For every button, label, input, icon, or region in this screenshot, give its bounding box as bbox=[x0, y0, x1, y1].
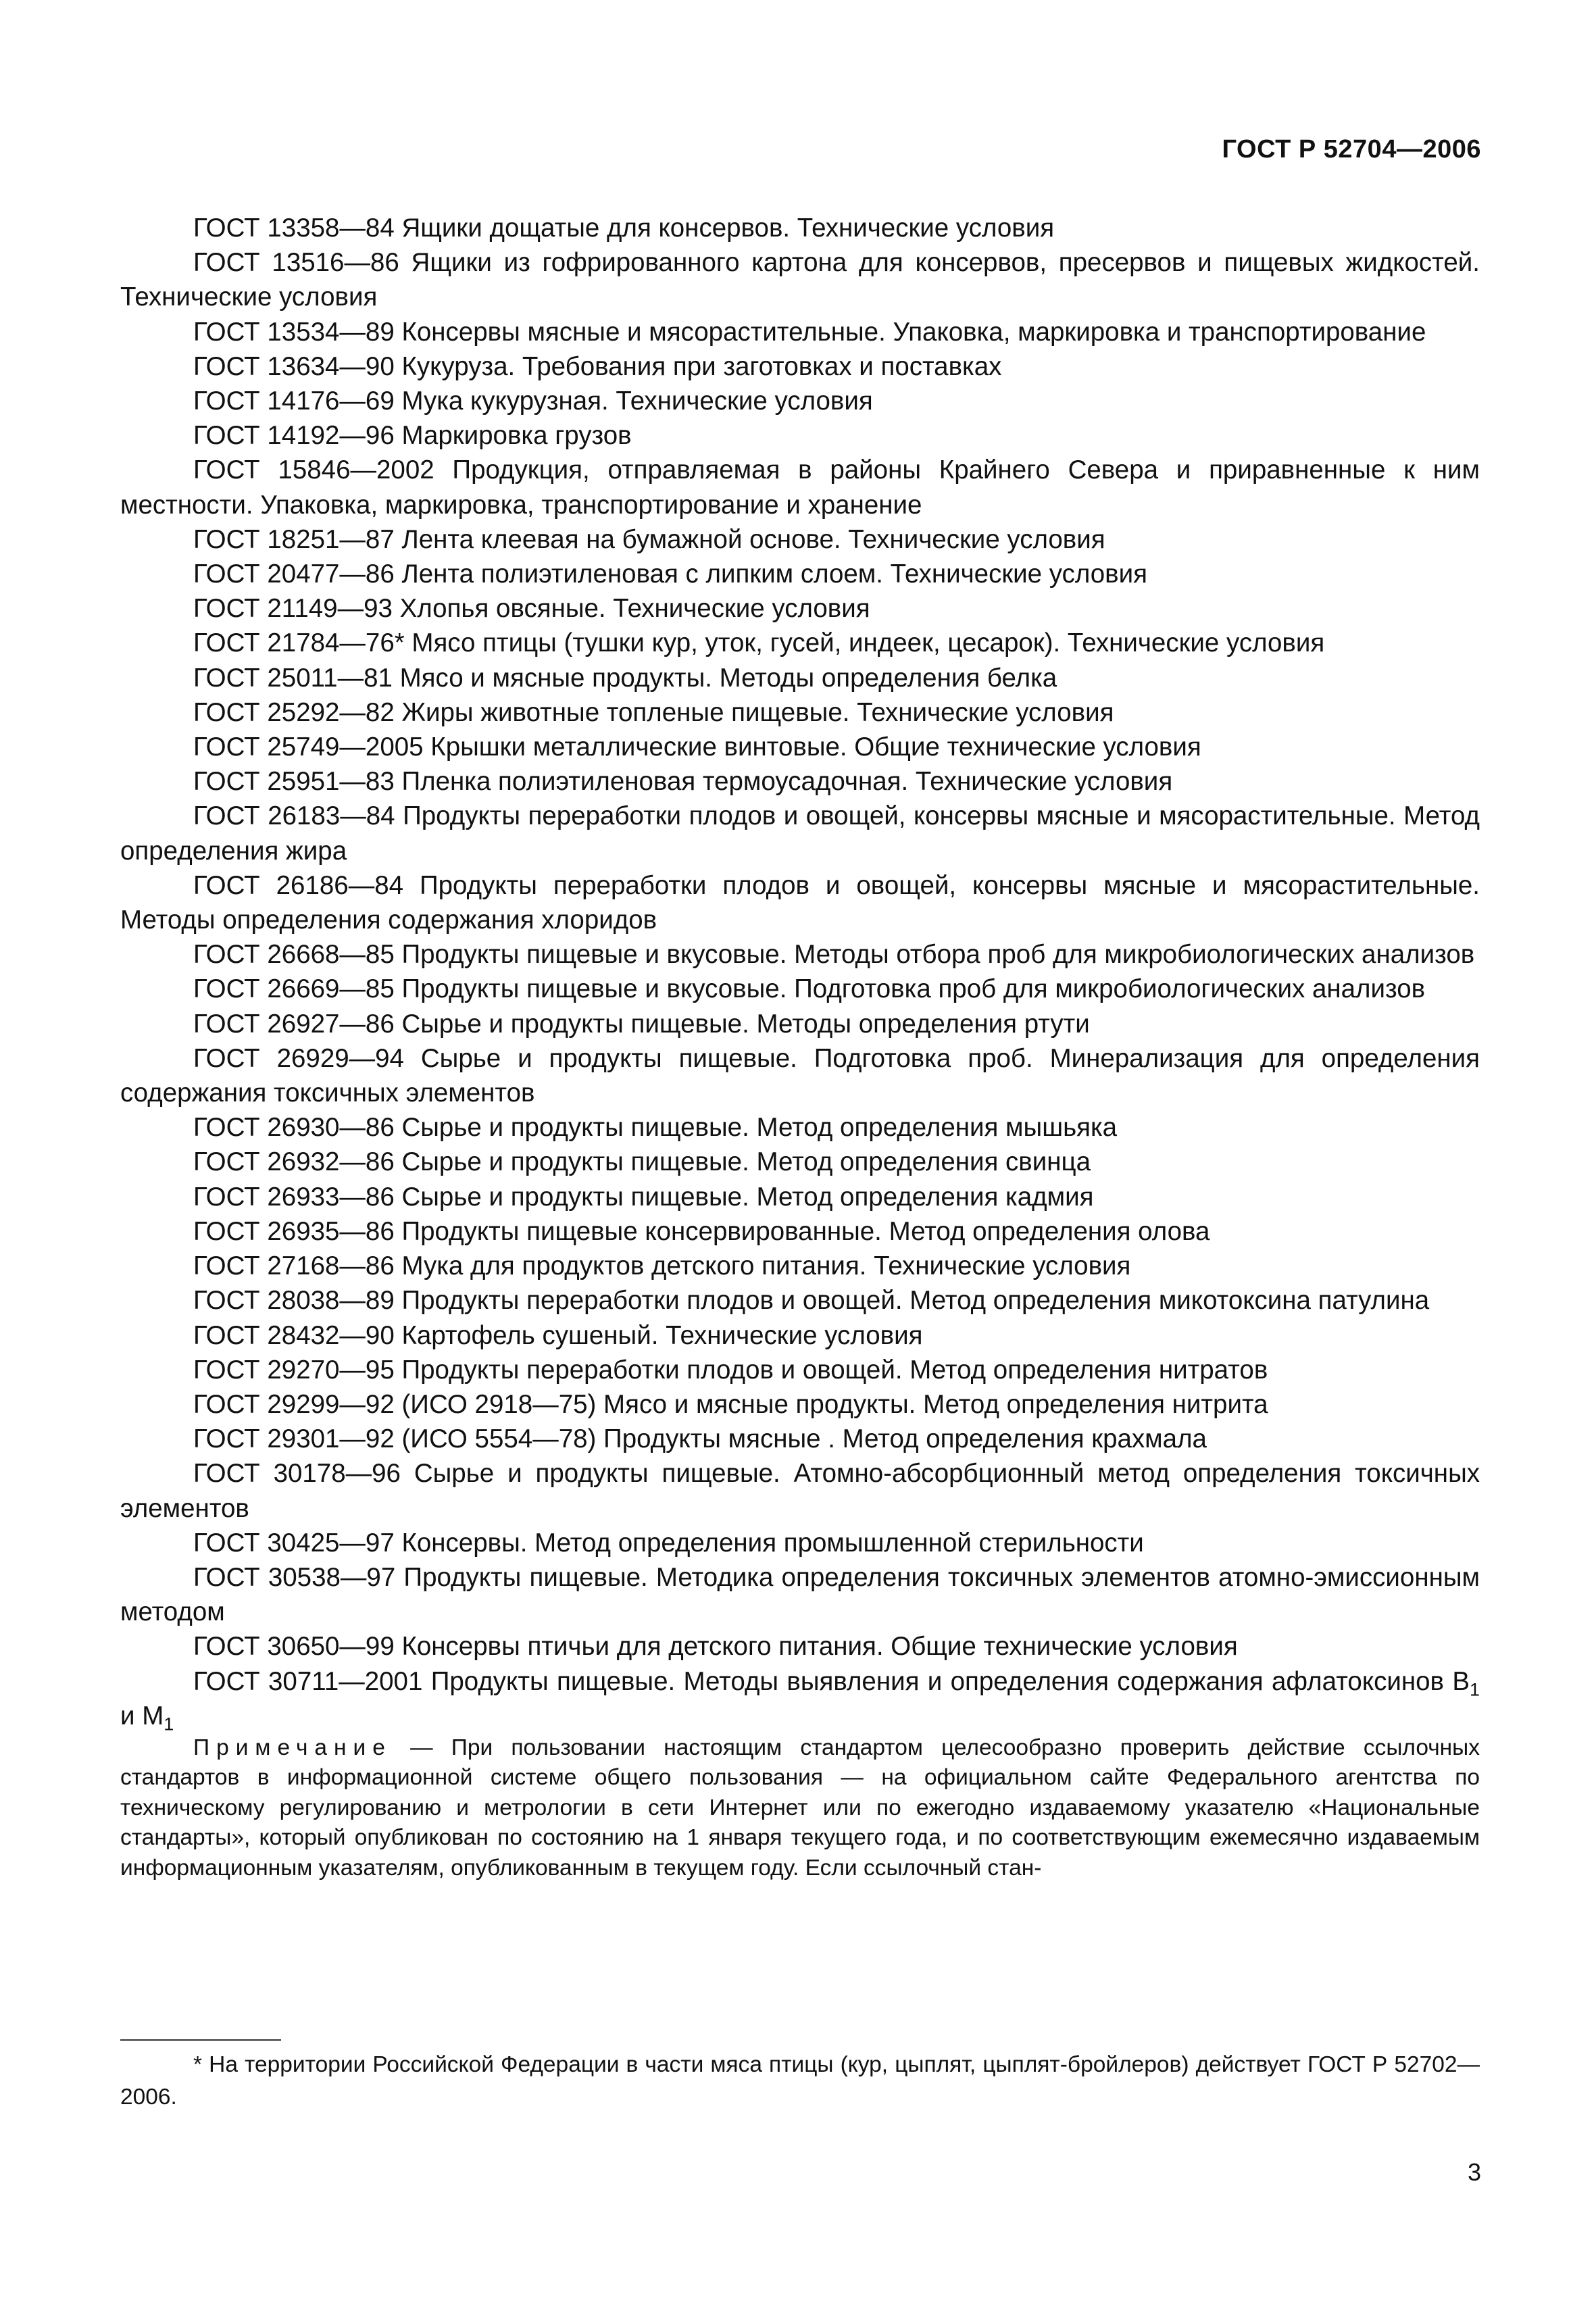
note-text: — При пользовании настоящим стандартом целесообразно проверить действие ссылочных стандартов в информационной системе общего пользования — на официальном сайте Федерального агентства по техническому регулированию и метрологии в сети Интернет или по ежегодно издаваемому указателю «Национальные стандарты», который опубликован по состоянию на 1 января текущего года, и по соответствующим ежемесячно издаваемым информационным указателям, опубликованным в текущем году. Если ссылочный стан- bbox=[120, 1735, 1480, 1881]
reference-entry: ГОСТ 21784—76* Мясо птицы (тушки кур, уток, гусей, индеек, цесарок). Технические условия bbox=[193, 628, 1325, 658]
note-label: Примечание bbox=[193, 1735, 392, 1760]
subscript-m: 1 bbox=[164, 1714, 174, 1735]
reference-text-mid: и М bbox=[120, 1701, 164, 1731]
reference-entry: ГОСТ 27168—86 Мука для продуктов детского питания. Технические условия bbox=[193, 1251, 1131, 1281]
reference-entry: ГОСТ 26668—85 Продукты пищевые и вкусовые. Методы отбора проб для микробиологических анализов bbox=[193, 940, 1475, 970]
reference-entry: ГОСТ 25749—2005 Крышки металлические винтовые. Общие технические условия bbox=[193, 732, 1201, 762]
reference-entry: ГОСТ 29301—92 (ИСО 5554—78) Продукты мясные . Метод определения крахмала bbox=[193, 1424, 1207, 1454]
reference-entry: ГОСТ 25292—82 Жиры животные топленые пищевые. Технические условия bbox=[193, 697, 1114, 727]
reference-entry: ГОСТ 26933—86 Сырье и продукты пищевые. Метод определения кадмия bbox=[193, 1182, 1094, 1212]
reference-entry: ГОСТ 26930—86 Сырье и продукты пищевые. Метод определения мышьяка bbox=[193, 1113, 1118, 1143]
reference-entry: ГОСТ 26929—94 Сырье и продукты пищевые. Подготовка проб. Минерализация для определения содержания токсичных элементов bbox=[120, 1043, 1480, 1108]
normative-references-list bbox=[120, 211, 1480, 1883]
footnote: * На территории Российской Федерации в части мяса птицы (кур, цыплят, цыплят-бройлеров) действует ГОСТ Р 52702—2006. bbox=[120, 2052, 1480, 2110]
reference-entry: ГОСТ 30538—97 Продукты пищевые. Методика определения токсичных элементов атомно-эмиссионным методом bbox=[120, 1562, 1480, 1627]
reference-entry: ГОСТ 14192—96 Маркировка грузов bbox=[193, 421, 632, 451]
reference-entry: ГОСТ 13516—86 Ящики из гофрированного картона для консервов, пресервов и пищевых жидкостей. Технические условия bbox=[120, 248, 1480, 312]
reference-entry: ГОСТ 30650—99 Консервы птичьи для детского питания. Общие технические условия bbox=[193, 1632, 1238, 1662]
reference-entry: ГОСТ 26932—86 Сырье и продукты пищевые. Метод определения свинца bbox=[193, 1147, 1091, 1177]
reference-entry: ГОСТ 28432—90 Картофель сушеный. Технические условия bbox=[193, 1320, 923, 1350]
footnote-divider bbox=[120, 2039, 281, 2041]
reference-entry: ГОСТ 25951—83 Пленка полиэтиленовая термоусадочная. Технические условия bbox=[193, 767, 1173, 797]
page-number: 3 bbox=[1467, 2158, 1481, 2186]
reference-entry-last bbox=[120, 1664, 1480, 1733]
reference-entry: ГОСТ 29299—92 (ИСО 2918—75) Мясо и мясные продукты. Метод определения нитрита bbox=[193, 1389, 1268, 1419]
reference-entries bbox=[120, 211, 1480, 1664]
reference-entry: ГОСТ 30425—97 Консервы. Метод определения промышленной стерильности bbox=[193, 1528, 1144, 1558]
reference-entry: ГОСТ 20477—86 Лента полиэтиленовая с липким слоем. Технические условия bbox=[193, 559, 1147, 589]
reference-entry: ГОСТ 29270—95 Продукты переработки плодов и овощей. Метод определения нитратов bbox=[193, 1355, 1268, 1385]
subscript-b: 1 bbox=[1470, 1679, 1480, 1700]
reference-entry: ГОСТ 14176—69 Мука кукурузная. Технические условия bbox=[193, 387, 873, 416]
reference-entry: ГОСТ 13634—90 Кукуруза. Требования при заготовках и поставках bbox=[193, 351, 1002, 381]
reference-entry: ГОСТ 18251—87 Лента клеевая на бумажной основе. Технические условия bbox=[193, 524, 1105, 554]
reference-entry: ГОСТ 30178—96 Сырье и продукты пищевые. Атомно-абсорбционный метод определения токсичных элементов bbox=[120, 1459, 1480, 1523]
reference-entry: ГОСТ 26669—85 Продукты пищевые и вкусовые. Подготовка проб для микробиологических анализов bbox=[193, 974, 1426, 1004]
reference-entry: ГОСТ 13358—84 Ящики дощатые для консервов. Технические условия bbox=[193, 214, 1055, 243]
reference-entry: ГОСТ 21149—93 Хлопья овсяные. Технические условия bbox=[193, 594, 870, 624]
reference-entry: ГОСТ 13534—89 Консервы мясные и мясорастительные. Упаковка, маркировка и транспортирование bbox=[193, 317, 1426, 347]
reference-text: ГОСТ 30711—2001 Продукты пищевые. Методы выявления и определения содержания афлатоксинов В bbox=[193, 1666, 1470, 1696]
reference-entry: ГОСТ 28038—89 Продукты переработки плодов и овощей. Метод определения микотоксина патулина bbox=[193, 1286, 1430, 1316]
reference-entry: ГОСТ 26935—86 Продукты пищевые консервированные. Метод определения олова bbox=[193, 1216, 1210, 1246]
note-paragraph bbox=[120, 1733, 1480, 1884]
reference-entry: ГОСТ 26186—84 Продукты переработки плодов и овощей, консервы мясные и мясорастительные. Методы определения содержания хлоридов bbox=[120, 870, 1480, 935]
document-code-header: ГОСТ Р 52704—2006 bbox=[1222, 135, 1481, 164]
reference-entry: ГОСТ 26927—86 Сырье и продукты пищевые. Методы определения ртути bbox=[193, 1009, 1090, 1039]
reference-entry: ГОСТ 26183—84 Продукты переработки плодов и овощей, консервы мясные и мясорастительные. Метод определения жира bbox=[120, 801, 1480, 866]
reference-entry: ГОСТ 15846—2002 Продукция, отправляемая в районы Крайнего Севера и приравненные к ним местности. Упаковка, маркировка, транспортирование и хранение bbox=[120, 455, 1480, 520]
reference-entry: ГОСТ 25011—81 Мясо и мясные продукты. Методы определения белка bbox=[193, 663, 1057, 693]
